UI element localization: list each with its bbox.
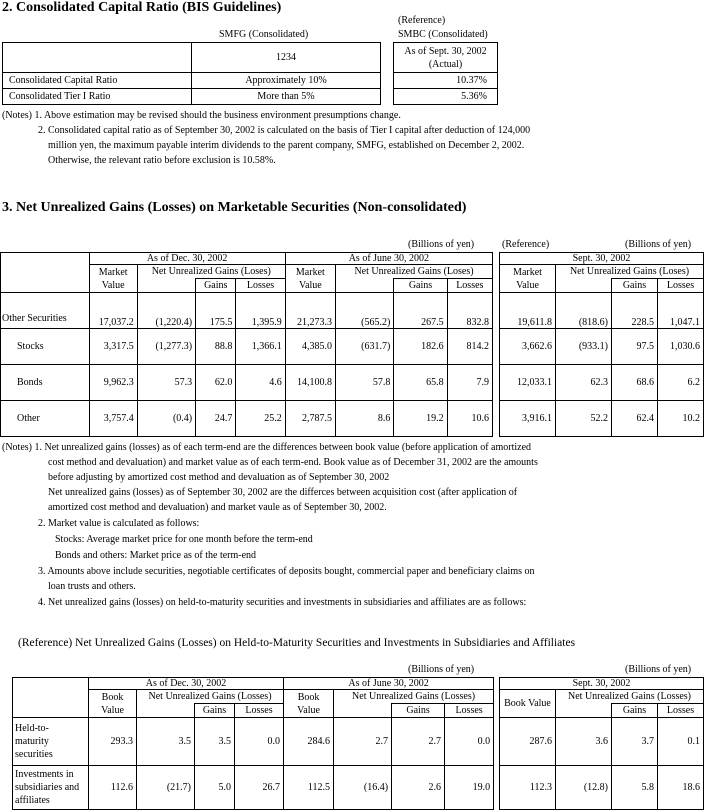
reference-section-title: (Reference) Net Unrealized Gains (Losses) on Held-to-Maturity Securities and Investments in Subsidiaries and Affiliates	[18, 637, 576, 649]
cell: (1,277.3)	[137, 329, 195, 365]
cell: 0.0	[235, 718, 284, 766]
cell: 4.6	[236, 365, 285, 401]
cell: 814.2	[447, 329, 492, 365]
securities-reference-table	[499, 252, 704, 437]
market-value-header: Market Value	[89, 265, 137, 293]
losses-header: Losses	[658, 704, 704, 718]
book-value-header: Book Value	[284, 690, 334, 718]
row-label-other: Other	[1, 401, 90, 437]
cell: 19.2	[394, 401, 447, 437]
cell: 65.8	[394, 365, 447, 401]
nug-header: Net Unrealized Gains (Loses)	[137, 265, 285, 279]
cell: 293.3	[89, 718, 137, 766]
cell: 832.8	[447, 293, 492, 329]
market-value-header: Market Value	[500, 265, 556, 293]
cell: 3,662.6	[500, 329, 556, 365]
note-line: 2. Market value is calculated as follows:	[38, 518, 200, 529]
cell: 97.5	[612, 329, 658, 365]
period-sept-header: Sept. 30, 2002	[500, 678, 704, 690]
nug-header: Net Unrealized Gains (Loses)	[336, 265, 493, 279]
note-line: Otherwise, the relevant ratio before exclusion is 10.58%.	[48, 155, 276, 166]
cell: 26.7	[235, 766, 284, 810]
period-june-header: As of June 30, 2002	[284, 678, 494, 690]
cell: 1,047.1	[658, 293, 704, 329]
cell: 8.6	[336, 401, 394, 437]
cell: 3.5	[195, 718, 235, 766]
note-line: million yen, the maximum payable interim dividends to the parent company, SMFG, established on December 2, 2002.	[48, 140, 525, 151]
cell: 1,395.9	[236, 293, 285, 329]
row-label-other-securities: Other Securities	[1, 293, 90, 329]
cell: 2.7	[334, 718, 392, 766]
cell: 112.3	[500, 766, 556, 810]
smfg-capital-ratio: Approximately 10%	[192, 73, 381, 89]
smbc-header: SMBC (Consolidated)	[398, 29, 488, 40]
cell: (933.1)	[556, 329, 612, 365]
cell: 1,366.1	[236, 329, 285, 365]
book-value-header: Book Value	[500, 690, 556, 718]
cell: (0.4)	[137, 401, 195, 437]
cell: 3,916.1	[500, 401, 556, 437]
gains-header: Gains	[196, 279, 236, 293]
nug-header: Net Unrealized Gains (Losses)	[137, 690, 284, 704]
cell: (21.7)	[137, 766, 195, 810]
gains-header: Gains	[392, 704, 445, 718]
cell: 2.6	[392, 766, 445, 810]
row-label-held-to-maturity: Held-to- maturity securities	[13, 718, 89, 766]
cell: 12,033.1	[500, 365, 556, 401]
losses-header: Losses	[658, 279, 704, 293]
cell: 4,385.0	[285, 329, 335, 365]
period-dec-header: As of Dec. 30, 2002	[89, 253, 285, 265]
cell: 57.3	[137, 365, 195, 401]
losses-header: Losses	[447, 279, 492, 293]
smfg-tier1-ratio: More than 5%	[192, 89, 381, 105]
cell: 1,030.6	[658, 329, 704, 365]
cell: 21,273.3	[285, 293, 335, 329]
smbc-tier1-ratio: 5.36%	[394, 89, 498, 105]
cell: 52.2	[556, 401, 612, 437]
cell: 5.8	[612, 766, 658, 810]
gains-header: Gains	[612, 704, 658, 718]
cell: 10.6	[447, 401, 492, 437]
note-line: before adjusting by amortized cost method and devaluation as of September 30, 2002	[48, 472, 390, 483]
cell: 3.7	[612, 718, 658, 766]
cell: 3.6	[556, 718, 612, 766]
cell: 88.8	[196, 329, 236, 365]
cell: 57.8	[336, 365, 394, 401]
cell: 112.5	[284, 766, 334, 810]
period-dec-header: As of Dec. 30, 2002	[89, 678, 284, 690]
section-2-title: 2. Consolidated Capital Ratio (BIS Guidelines)	[2, 0, 282, 15]
smfg-header: SMFG (Consolidated)	[219, 29, 309, 40]
cell: 267.5	[394, 293, 447, 329]
row-label-investments: Investments in subsidiaries and affiliates	[13, 766, 89, 810]
cell: 19,611.8	[500, 293, 556, 329]
cell: 17,037.2	[89, 293, 137, 329]
note-line: (Notes) 1. Net unrealized gains (losses) as of each term-end are the differences between book value (before application of amortized	[2, 442, 532, 453]
cell: 2.7	[392, 718, 445, 766]
cell: (16.4)	[334, 766, 392, 810]
smbc-subheader: As of Sept. 30, 2002 (Actual)	[394, 43, 498, 73]
note-line: cost method and devaluation) and market value as of each term-end. Book value as of December 31, 2002 are the amounts	[48, 457, 538, 468]
cell: (565.2)	[336, 293, 394, 329]
gains-header: Gains	[612, 279, 658, 293]
note-line: (Notes) 1. Above estimation may be revised should the business environment presumptions change.	[2, 110, 401, 121]
cell: 287.6	[500, 718, 556, 766]
gains-header: Gains	[394, 279, 447, 293]
losses-header: Losses	[236, 279, 285, 293]
cell: 0.0	[445, 718, 494, 766]
held-to-maturity-table	[12, 677, 494, 810]
securities-table	[0, 252, 493, 437]
cell: 14,100.8	[285, 365, 335, 401]
cell: 68.6	[612, 365, 658, 401]
row-label-bonds: Bonds	[1, 365, 90, 401]
period-june-header: As of June 30, 2002	[285, 253, 492, 265]
section-3-title: 3. Net Unrealized Gains (Losses) on Marketable Securities (Non-consolidated)	[2, 200, 467, 215]
unit-label: (Billions of yen)	[408, 239, 475, 250]
cell: 6.2	[658, 365, 704, 401]
cell: 175.5	[196, 293, 236, 329]
cell: 19.0	[445, 766, 494, 810]
reference-label: (Reference)	[502, 239, 550, 250]
cell: 3,317.5	[89, 329, 137, 365]
book-value-header: Book Value	[89, 690, 137, 718]
cell: (1,220.4)	[137, 293, 195, 329]
market-value-header: Market Value	[285, 265, 335, 293]
losses-header: Losses	[235, 704, 284, 718]
held-to-maturity-reference-table	[499, 677, 704, 810]
capital-ratio-smfg-table	[2, 42, 381, 105]
cell: 24.7	[196, 401, 236, 437]
reference-label: (Reference)	[398, 15, 446, 26]
period-sept-header: Sept. 30, 2002	[500, 253, 704, 265]
note-line: 2. Consolidated capital ratio as of September 30, 2002 is calculated on the basis of Tier I capital after deduction of 124,000	[38, 125, 531, 136]
cell: (818.6)	[556, 293, 612, 329]
cell: 228.5	[612, 293, 658, 329]
cell: 7.9	[447, 365, 492, 401]
cell: 10.2	[658, 401, 704, 437]
note-line: Stocks: Average market price for one month before the term-end	[55, 534, 313, 545]
nug-header: Net Unrealized Gains (Losses)	[334, 690, 494, 704]
cell: 3,757.4	[89, 401, 137, 437]
losses-header: Losses	[445, 704, 494, 718]
cell: 2,787.5	[285, 401, 335, 437]
smfg-subheader: 1234	[192, 43, 381, 73]
note-line: Bonds and others: Market price as of the term-end	[55, 550, 257, 561]
nug-header: Net Unrealized Gains (Loses)	[556, 265, 704, 279]
note-line: Net unrealized gains (losses) as of September 30, 2002 are the differces between acquisition cost (after application of	[48, 487, 518, 498]
smbc-capital-ratio: 10.37%	[394, 73, 498, 89]
cell: 25.2	[236, 401, 285, 437]
note-line: loan trusts and others.	[48, 581, 136, 592]
row-label-stocks: Stocks	[1, 329, 90, 365]
cell: 62.3	[556, 365, 612, 401]
cell: 62.4	[612, 401, 658, 437]
cell: 3.5	[137, 718, 195, 766]
cell: 182.6	[394, 329, 447, 365]
cell: 0.1	[658, 718, 704, 766]
row-label: Consolidated Capital Ratio	[3, 73, 192, 89]
capital-ratio-smbc-table	[393, 42, 498, 105]
unit-label: (Billions of yen)	[625, 664, 692, 675]
unit-label: (Billions of yen)	[408, 664, 475, 675]
unit-label: (Billions of yen)	[625, 239, 692, 250]
note-line: 4. Net unrealized gains (losses) on held-to-maturity securities and investments in subsidiaries and affiliates are as follows:	[38, 597, 527, 608]
cell: 18.6	[658, 766, 704, 810]
cell: 62.0	[196, 365, 236, 401]
cell: 112.6	[89, 766, 137, 810]
row-label: Consolidated Tier I Ratio	[3, 89, 192, 105]
cell: (12.8)	[556, 766, 612, 810]
cell: 9,962.3	[89, 365, 137, 401]
cell: 5.0	[195, 766, 235, 810]
nug-header: Net Unrealized Gains (Losses)	[556, 690, 704, 704]
note-line: amortized cost method and devaluation) and market vaule as of September 30, 2002.	[48, 502, 387, 513]
cell: 284.6	[284, 718, 334, 766]
note-line: 3. Amounts above include securities, negotiable certificates of deposits bought, commercial paper and beneficiary claims on	[38, 566, 535, 577]
gains-header: Gains	[195, 704, 235, 718]
cell: (631.7)	[336, 329, 394, 365]
